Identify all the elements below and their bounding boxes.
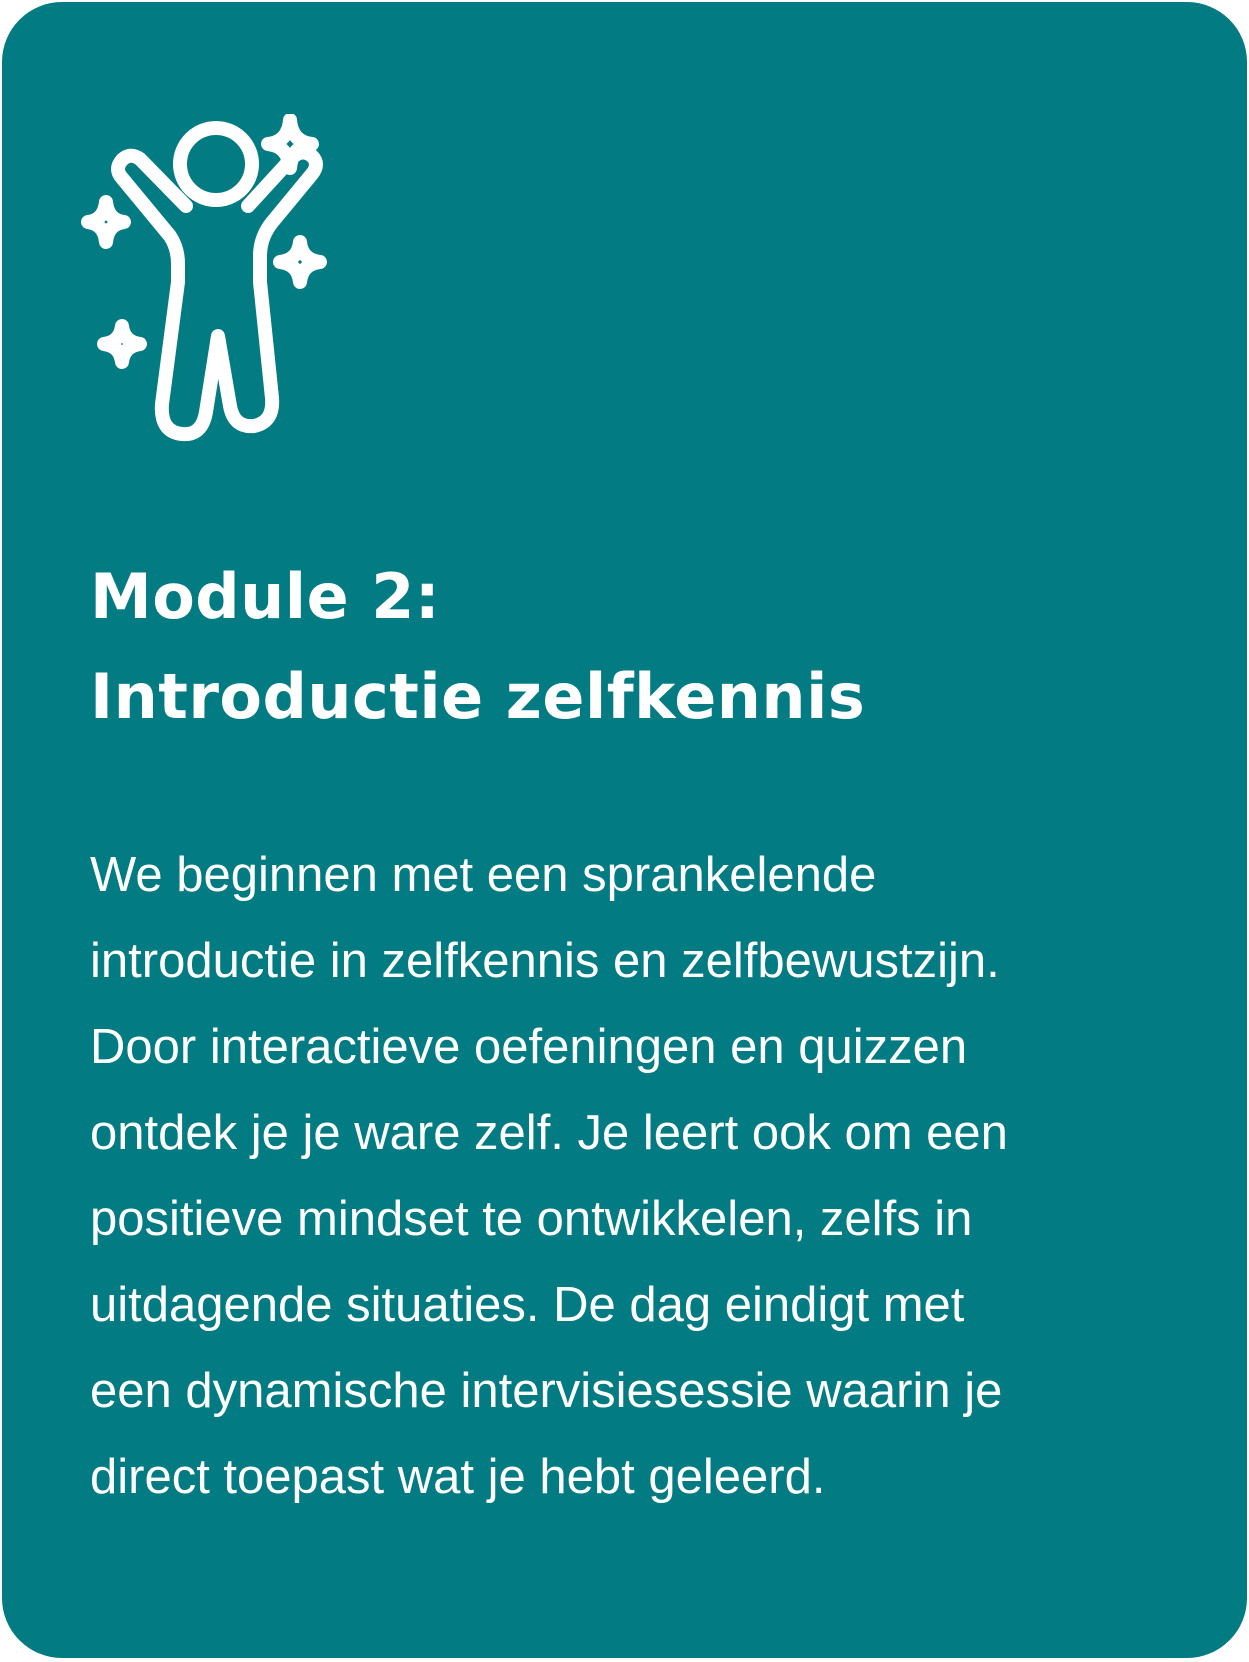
title-line: Introductie zelfkennis	[90, 660, 866, 733]
title-line: Module 2:	[90, 560, 441, 633]
celebrating-person-icon	[78, 114, 358, 474]
description-line: een dynamische intervisiesessie waarin je	[90, 1364, 1003, 1418]
description-line: introductie in zelfkennis en zelfbewustzijn.	[90, 934, 1000, 988]
sparkle-right	[280, 242, 320, 282]
sparkle-bottom	[104, 326, 140, 362]
module-card	[2, 2, 1247, 1658]
description-line: positieve mindset te ontwikkelen, zelfs in	[90, 1192, 973, 1246]
sparkle-top	[268, 120, 312, 168]
module-description	[90, 832, 1200, 1520]
module-title	[90, 547, 1190, 747]
description-line: uitdagende situaties. De dag eindigt met	[90, 1278, 965, 1332]
description-line: direct toepast wat je hebt geleerd.	[90, 1450, 826, 1504]
description-line: Door interactieve oefeningen en quizzen	[90, 1020, 968, 1074]
description-line: ontdek je je ware zelf. Je leert ook om een	[90, 1106, 1008, 1160]
description-line: We beginnen met een sprankelende	[90, 848, 877, 902]
person-head	[180, 128, 252, 200]
sparkle-left	[88, 202, 124, 242]
